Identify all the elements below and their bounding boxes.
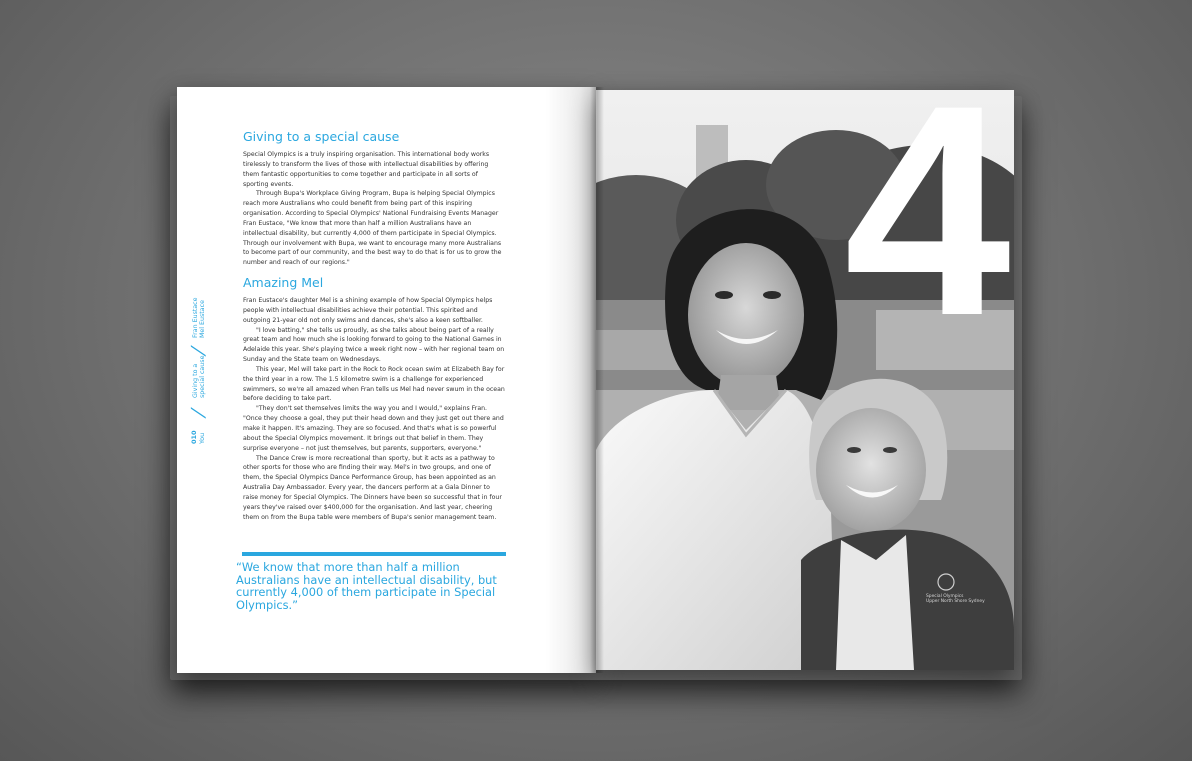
paragraph: "I love batting," she tells us proudly, as she talks about being part of a really great team and how much she is looking forward to going to the National Games in Adelaide this year. She's playing twice a week right now – with her regional team on Sunday and the State team on Wednesdays. xyxy=(243,326,505,364)
paragraph: Special Olympics is a truly inspiring organisation. This international body works tirelessly to transform the lives of those with intellectual disabilities by offering them fantastic opportunities to come together and participate in all sorts of sporting events. xyxy=(243,151,490,188)
section-link-giving xyxy=(192,356,207,398)
paragraph: This year, Mel will take part in the Rock to Rock ocean swim at Elizabeth Bay for the third year in a row. The 1.5 kilometre swim is a challenge for experienced swimmers, so we're all amazed when Fran tells us Mel had never swum in the ocean before deciding to take part. xyxy=(243,365,505,403)
logo-line: Upper North Shore Sydney xyxy=(926,599,985,604)
slash-divider-icon: / xyxy=(188,406,209,420)
logo-line: Special Olympics xyxy=(926,594,964,599)
section-title-amazing-mel: Amazing Mel xyxy=(243,275,324,290)
section1-body xyxy=(243,150,505,268)
page-gutter-shadow xyxy=(590,87,604,673)
side-navigation xyxy=(184,204,214,444)
quote-rule xyxy=(242,552,506,556)
slash-divider-icon: / xyxy=(188,344,209,358)
paragraph: Fran Eustace's daughter Mel is a shining example of how Special Olympics helps people with intellectual disabilities achieve their potential. This spirited and outgoing 21-year old not only swims and dances, she's also a keen softballer. xyxy=(243,297,493,324)
section-line: Fran Eustace xyxy=(192,297,199,338)
page-number: 010 xyxy=(190,430,198,444)
chapter-number: 4 xyxy=(844,90,1005,378)
section2-body xyxy=(243,296,505,522)
section-link-eustace xyxy=(192,297,207,338)
section-line: special cause xyxy=(199,355,207,398)
section-line: Mel Eustace xyxy=(199,300,207,338)
paragraph: The Dance Crew is more recreational than sporty, but it acts as a pathway to other sports for those who are finding their way. Mel's in two groups, and one of them, the Special Olympics Dance Performance Group, has been appointed as an Australia Day Ambassador. Every year, the dancers perform at a Gala Dinner to raise money for Special Olympics. The Dinners have been so successful that in four years they've raised over $400,000 for the organisation. And last year, cheering them on from the Bupa table were members of Bupa's senior management team. xyxy=(243,454,502,521)
pull-quote: “We know that more than half a million Australians have an intellectual disability, but currently 4,000 of them participate in Special Olympics.” xyxy=(236,560,497,612)
jacket-logo-text xyxy=(926,594,985,604)
section-line: Giving to a xyxy=(192,363,199,398)
paragraph: Through Bupa's Workplace Giving Program, Bupa is helping Special Olympics reach more Australians who could benefit from being part of this inspiring organisation. According to Special Olympics' National Fundraising Events Manager Fran Eustace, "We know that more than half a million Australians have an intellectual disability, but currently 4,000 of them participate in Special Olympics. Through our involvement with Bupa, we want to encourage many more Australians to become part of our community, and the best way to do that is for us to grow the number and reach of our regions." xyxy=(243,190,502,267)
section-title-giving: Giving to a special cause xyxy=(243,129,400,144)
right-page xyxy=(596,90,1014,670)
paragraph: "They don't set themselves limits the way you and I would," explains Fran. "Once they choose a goal, they put their head down and they just get out there and make it happen. It's amazing. They are so focused. And that's what is so powerful about the Special Olympics movement. It brings out that belief in them. They surprise everyone – not just themselves, but parents, supporters, everyone." xyxy=(243,405,504,452)
chapter-label: You xyxy=(198,432,206,444)
